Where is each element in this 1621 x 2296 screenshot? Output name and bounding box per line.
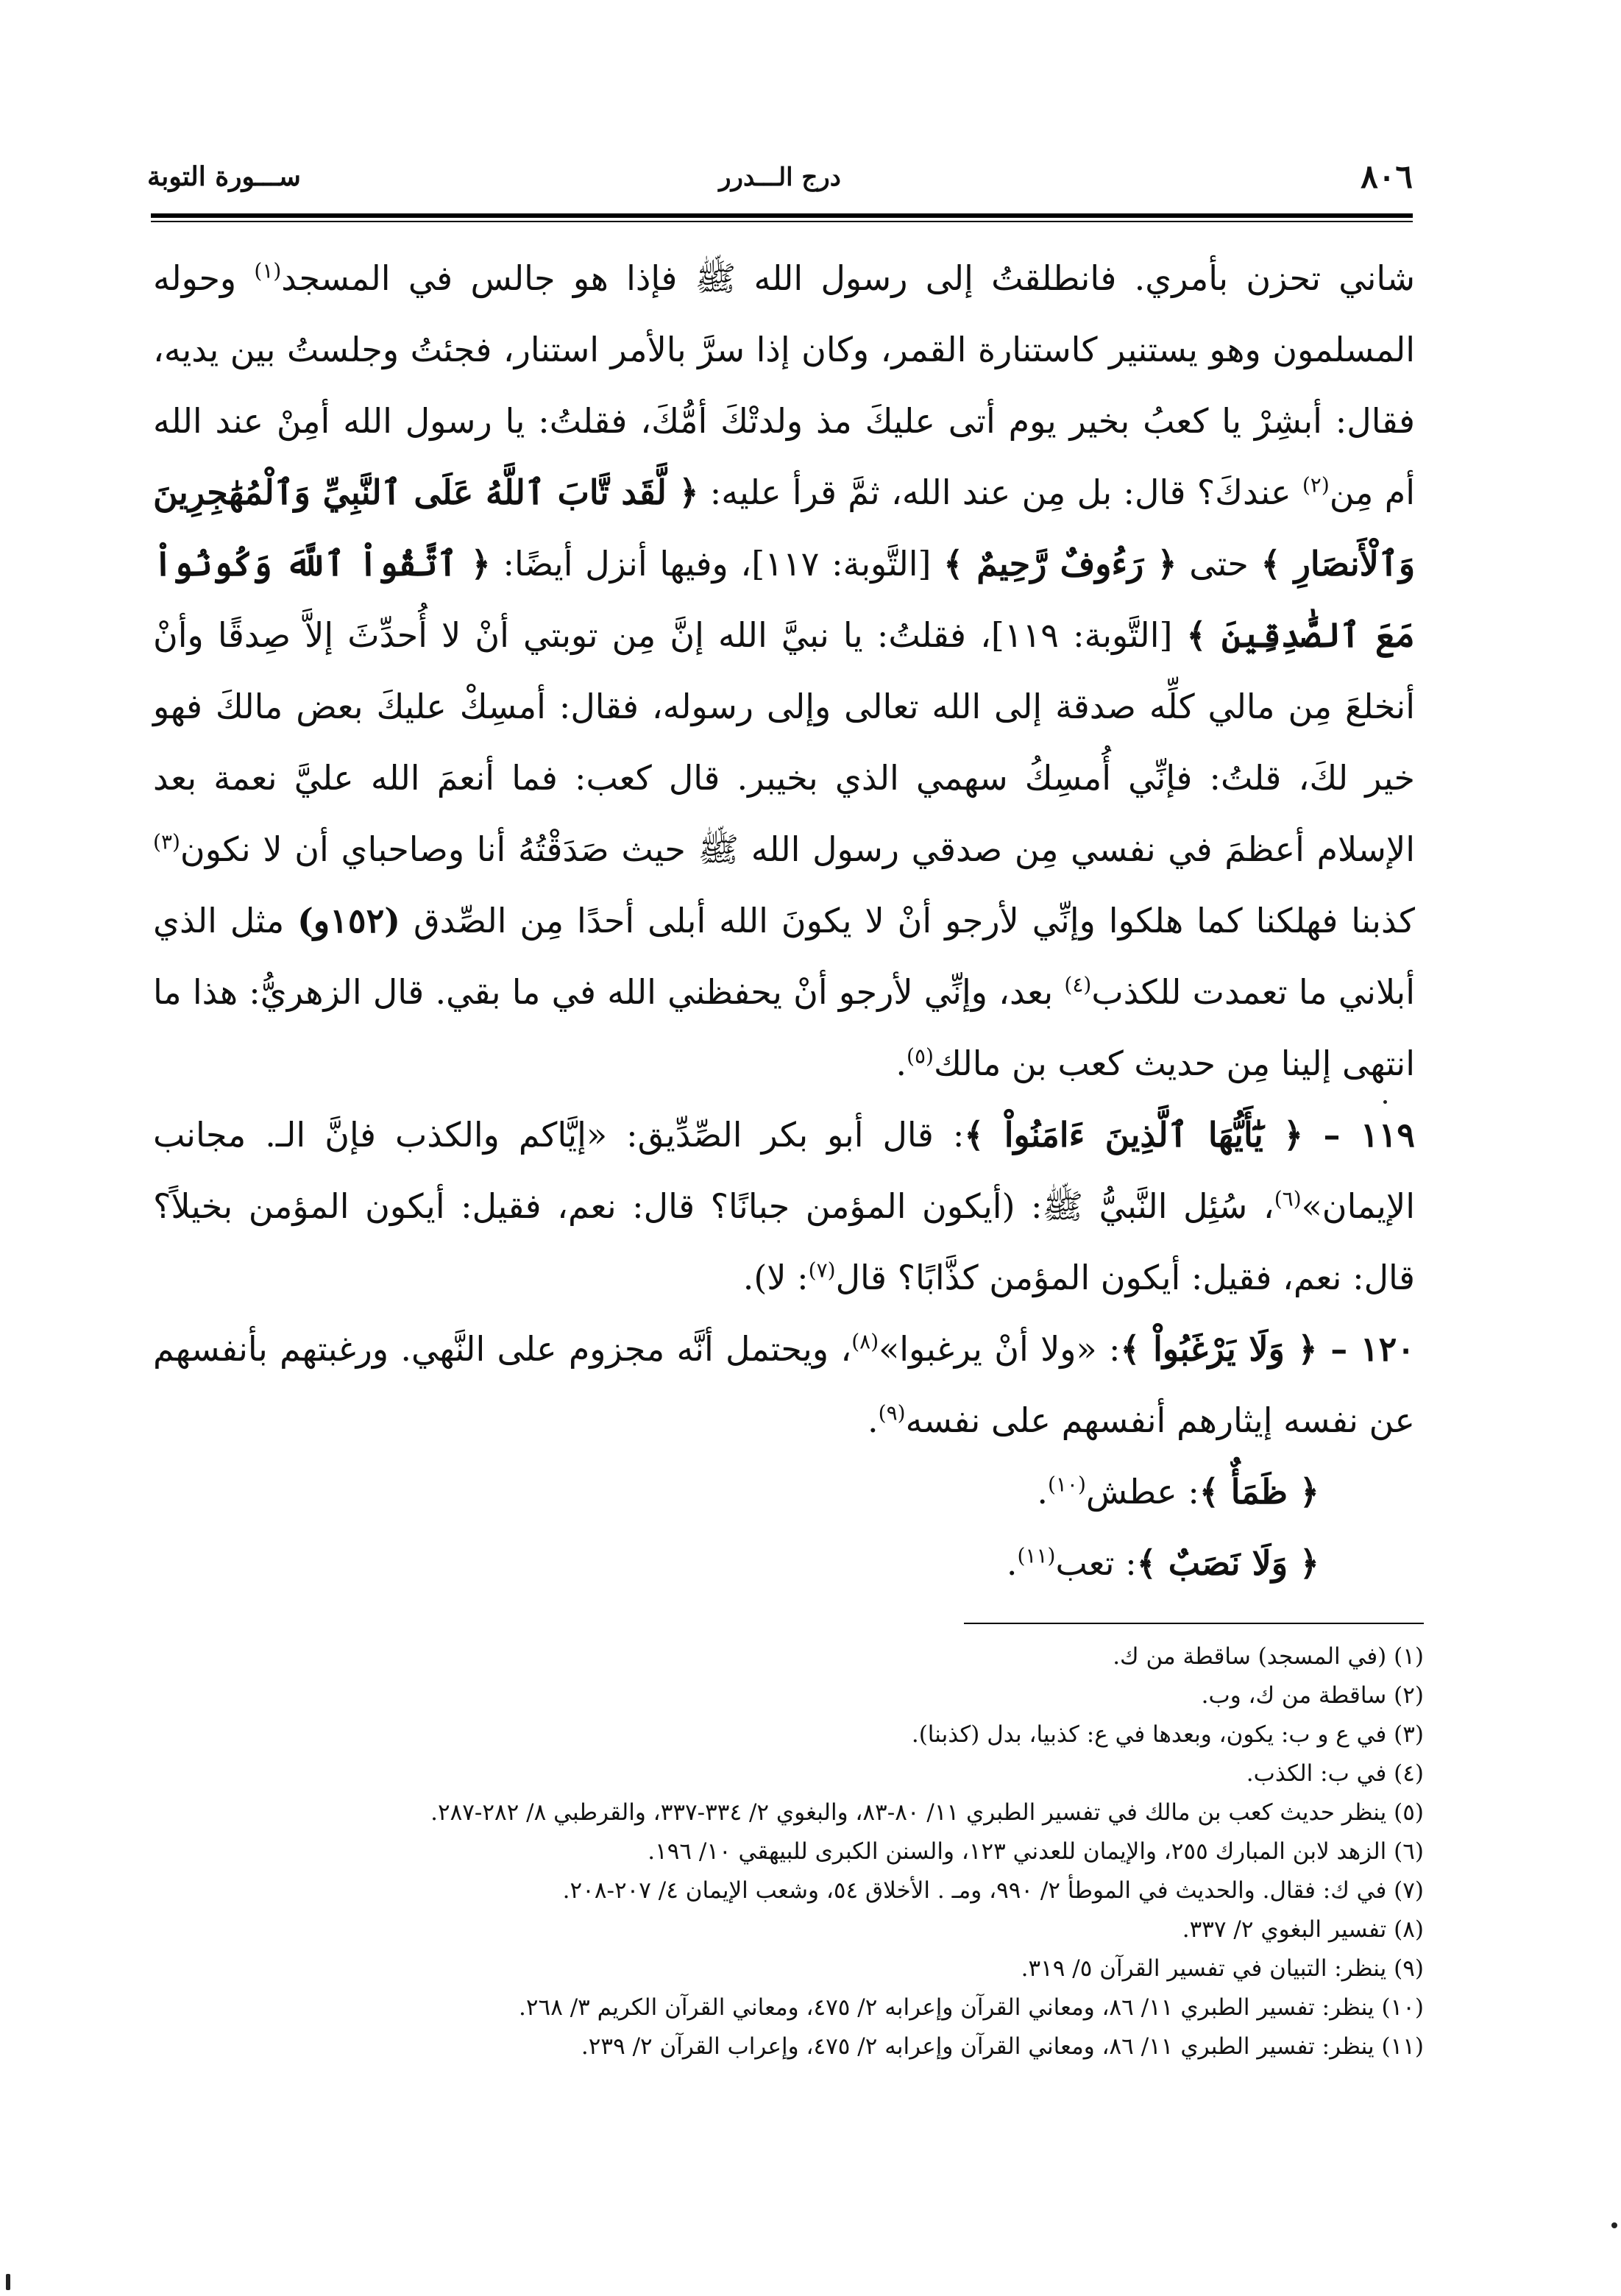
page-header [147, 158, 1413, 210]
gloss-thirst: ﴿ ظَمَأٌ ﴾: عطش$^{(١٠)}$. [1037, 1472, 1319, 1512]
quran-verse: ﴿ وَلَا نَصَبٌ ﴾ [1136, 1543, 1319, 1583]
scan-speck [6, 2274, 10, 2290]
paragraph-verse-120: ١٢٠ – ﴿ وَلَا يَرْغَبُواْ ﴾: «ولا أنْ يرغبوا»$^{(٨)}$، ويحتمل أنَّه مجزوم على النَّهي. ورغبتهم بأنفسهم عن نفسه إيثارهم أنفسهم على نفسه$^{(٩)}$. [153, 1329, 1416, 1440]
scan-speck [1383, 1100, 1387, 1104]
footnote-ref: (٣) [153, 829, 180, 854]
header-rule-thin [151, 221, 1413, 222]
footnote-item: (٨) تفسير البغوي ٢/ ٣٣٧. [1182, 1916, 1424, 1943]
surah-name: ســـورة التوبة [147, 161, 301, 192]
footnote-item: (١) (في المسجد) ساقطة من ك. [1113, 1643, 1424, 1670]
quran-verse: ﴿ لَّقَد تَّابَ ٱللَّهُ عَلَى ٱلنَّبِيِّ وَٱلْمُهَٰجِرِينَ وَٱلْأَنصَارِ ﴾ [153, 472, 1416, 584]
quran-verse: ﴿ وَلَا يَرْغَبُواْ ﴾ [1120, 1329, 1318, 1369]
footnote-ref: (١١) [1017, 1543, 1056, 1568]
footnote-ref: (١) [254, 258, 282, 283]
footnote-ref: (١٠) [1047, 1472, 1086, 1497]
footnote-ref: (٦) [1274, 1186, 1302, 1211]
quran-verse: ﴿ ظَمَأٌ ﴾ [1199, 1472, 1319, 1512]
main-text [153, 243, 1415, 1599]
footnote-separator [964, 1623, 1424, 1624]
footnote-item: (٣) في ع و ب: يكون، وبعدها في ع: كذبيا، بدل (كذبنا). [911, 1721, 1424, 1748]
footnote-item: (١٠) ينظر: تفسير الطبري ١١/ ٨٦، ومعاني القرآن وإعرابه ٢/ ٤٧٥، ومعاني القرآن الكريم ٣/ ٢٦٨. [519, 1994, 1424, 2021]
manuscript-folio-mark: (١٥٢و) [297, 901, 401, 940]
book-title: درج الـــدرر [719, 163, 841, 192]
footnote-ref: (٧) [808, 1258, 836, 1283]
footnote-ref: (٢) [1302, 472, 1330, 497]
quran-verse: ﴿ يَٰٓأَيُّهَا ٱلَّذِينَ ءَامَنُواْ ﴾ [964, 1115, 1304, 1155]
footnote-ref: (٨) [851, 1329, 879, 1354]
header-rule-thick [151, 213, 1413, 218]
footnote-item: (٢) ساقطة من ك، وب. [1201, 1682, 1424, 1709]
footnote-item: (٧) في ك: فقال. والحديث في الموطأ ٢/ ٩٩٠، ومـ . الأخلاق ٥٤، وشعب الإيمان ٤/ ٢٠٧-٢٠٨. [562, 1877, 1424, 1904]
gloss-fatigue: ﴿ وَلَا نَصَبٌ ﴾: تعب$^{(١١)}$. [1006, 1543, 1319, 1583]
paragraph-verse-119: ١١٩ – ﴿ يَٰٓأَيُّهَا ٱلَّذِينَ ءَامَنُواْ ﴾: قال أبو بكر الصِّدِّيق: «إيَّاكم والكذب فإنَّ الـ. مجانب الإيمان»$^{(٦)}$، سُئِل النَّبيُّ ﷺ: (أيكون المؤمن جبانًا؟ قال: نعم، فقيل: أيكون المؤمن بخيلاً؟ قال: نعم، فقيل: أيكون المؤمن كذَّابًا؟ قال$^{(٧)}$: لا). [153, 1115, 1416, 1297]
footnote-item: (٦) الزهد لابن المبارك ٢٥٥، والإيمان للعدني ١٢٣، والسنن الكبرى للبيهقي ١٠/ ١٩٦. [648, 1838, 1424, 1865]
verse-number: ١١٩ – [1303, 1115, 1416, 1155]
footnote-item: (١١) ينظر: تفسير الطبري ١١/ ٨٦، ومعاني القرآن وإعرابه ٢/ ٤٧٥، وإعراب القرآن ٢/ ٢٣٩. [581, 2033, 1424, 2060]
footnote-ref: (٩) [878, 1400, 906, 1425]
footnote-item: (٤) في ب: الكذب. [1246, 1760, 1424, 1787]
scan-speck [1611, 2222, 1617, 2228]
footnote-item: (٩) ينظر: التبيان في تفسير القرآن ٥/ ٣١٩. [1021, 1955, 1424, 1982]
footnote-ref: (٥) [907, 1044, 934, 1069]
page-number: ٨٠٦ [1361, 158, 1413, 196]
paragraph-kaab-story: شاني تحزن بأمري. فانطلقتُ إلى رسول الله ﷺ فإذا هو جالس في المسجد$^{(١)}$ وحوله المسلمون وهو يستنير كاستنارة القمر، وكان إذا سرَّ بالأمر استنار، فجئتُ وجلستُ بين يديه، فقال: أبشِرْ يا كعبُ بخير يوم أتى عليكَ مذ ولدتْكَ أمُّكَ، فقلتُ: يا رسول الله أمِنْ عند الله أم مِن$^{(٢)}$ عندكَ؟ قال: بل مِن عند الله، ثمَّ قرأ عليه: ﴿ لَّقَد تَّابَ ٱللَّهُ عَلَى ٱلنَّبِيِّ وَٱلْمُهَٰجِرِينَ وَٱلْأَنصَارِ ﴾ حتى ﴿ رَءُوفٌ رَّحِيمٌ ﴾ [التَّوبة: ١١٧]، وفيها أنزل أيضًا: ﴿ ٱتَّقُواْ ٱللَّهَ وَكُونُواْ مَعَ ٱلصَّٰدِقِينَ ﴾ [التَّوبة: ١١٩]، فقلتُ: يا نبيَّ الله إنَّ مِن توبتي أنْ لا أُحدِّثَ إلاَّ صِدقًا وأنْ أنخلعَ مِن مالي كلِّه صدقة إلى الله تعالى وإلى رسوله، فقال: أمسِكْ عليكَ بعض مالكَ فهو خير لكَ، قلتُ: فإنِّي أُمسِكُ سهمي الذي بخيبر. قال كعب: فما أنعمَ الله عليَّ نعمة بعد الإسلام أعظمَ في نفسي مِن صدقي رسول الله ﷺ حيث صَدَقْتُهُ أنا وصاحباي أن لا نكون$^{(٣)}$ كذبنا فهلكنا كما هلكوا وإنِّي لأرجو أنْ لا يكونَ الله أبلى أحدًا مِن الصِّدق (١٥٢و) مثل الذي أبلاني ما تعمدت للكذب$^{(٤)}$ بعد، وإنِّي لأرجو أنْ يحفظني الله في ما بقي. قال الزهريُّ: هذا ما انتهى إلينا مِن حديث كعب بن مالك$^{(٥)}$. [153, 258, 1416, 1083]
quran-verse: ﴿ ٱتَّقُواْ ٱللَّهَ وَكُونُواْ مَعَ ٱلصَّٰدِقِينَ ﴾ [153, 544, 1416, 655]
footnote-ref: (٤) [1064, 972, 1092, 997]
footnotes [151, 1637, 1424, 2066]
verse-number: ١٢٠ – [1317, 1329, 1416, 1369]
quran-verse: ﴿ رَءُوفٌ رَّحِيمٌ ﴾ [943, 544, 1177, 584]
footnote-item: (٥) ينظر حديث كعب بن مالك في تفسير الطبري ١١/ ٨٠-٨٣، والبغوي ٢/ ٣٣٤-٣٣٧، والقرطبي ٨/ ٢٨٢-٢٨٧. [430, 1799, 1424, 1826]
